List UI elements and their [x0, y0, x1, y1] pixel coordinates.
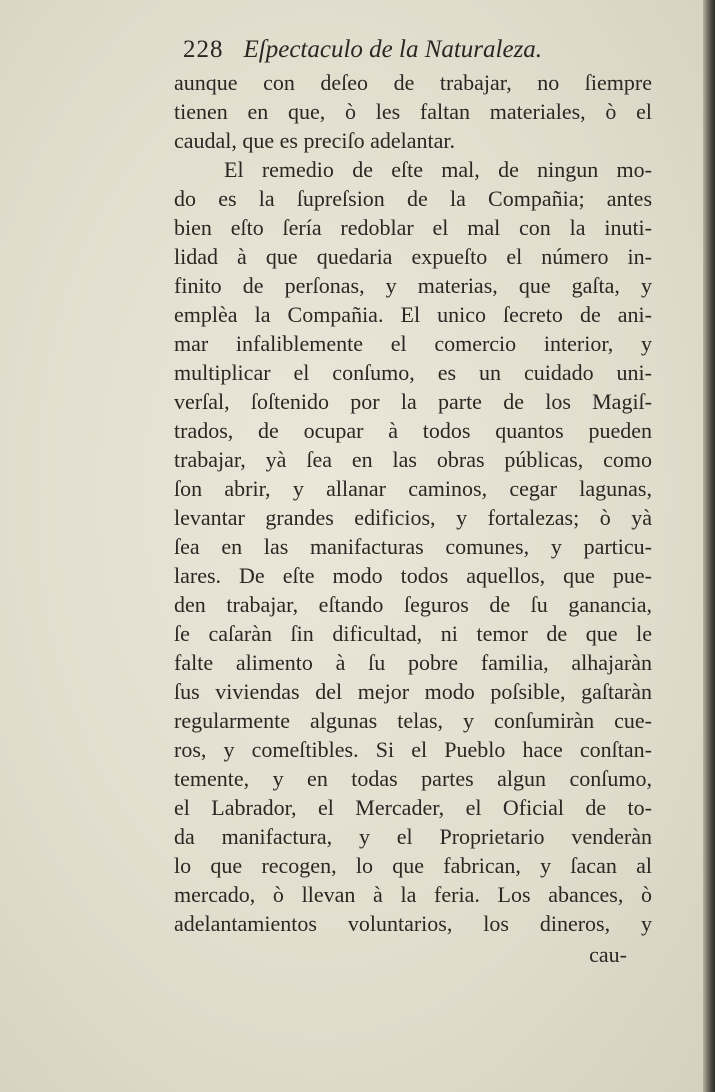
text-line: temente, y en todas partes algun conſumo,	[174, 766, 652, 791]
text-line: lares. De eſte modo todos aquellos, que pue-	[174, 563, 652, 588]
body-text	[174, 68, 652, 938]
page-edge-shadow	[703, 0, 715, 1092]
text-line: da manifactura, y el Proprietario venderàn	[174, 824, 652, 849]
text-line: ſus viviendas del mejor modo poſsible, gaſtaràn	[174, 679, 652, 704]
text-line: mercado, ò llevan à la feria. Los abances, ò	[174, 882, 652, 907]
text-line: aunque con deſeo de trabajar, no ſiempre	[174, 70, 652, 95]
text-line: den trabajar, eſtando ſeguros de ſu ganancia,	[174, 592, 652, 617]
text-line: finito de perſonas, y materias, que gaſta, y	[174, 273, 652, 298]
text-line: caudal, que es preciſo adelantar.	[174, 128, 455, 153]
text-line: tienen en que, ò les faltan materiales, ò el	[174, 99, 652, 124]
text-line: do es la ſupreſsion de la Compañia; antes	[174, 186, 652, 211]
page-number: 228	[183, 36, 224, 63]
text-line: ros, y comeſtibles. Si el Pueblo hace conſtan-	[174, 737, 652, 762]
text-line: regularmente algunas telas, y conſumiràn cue-	[174, 708, 652, 733]
text-line: mar infaliblemente el comercio interior, y	[174, 331, 652, 356]
text-line: multiplicar el conſumo, es un cuidado uni-	[174, 360, 652, 385]
text-line: bien eſto ſería redoblar el mal con la inuti-	[174, 215, 652, 240]
catchword: cau-	[589, 942, 627, 967]
text-line: levantar grandes edificios, y fortalezas; ò yà	[174, 505, 652, 530]
text-line: el Labrador, el Mercader, el Oficial de to-	[174, 795, 652, 820]
text-line: ſe caſaràn ſin dificultad, ni temor de que le	[174, 621, 652, 646]
text-line: El remedio de eſte mal, de ningun mo-	[224, 157, 652, 182]
text-line: ſon abrir, y allanar caminos, cegar lagunas,	[174, 476, 652, 501]
text-line: ſea en las manifacturas comunes, y particu-	[174, 534, 652, 559]
text-line: verſal, ſoſtenido por la parte de los Magiſ-	[174, 389, 652, 414]
text-line: trabajar, yà ſea en las obras públicas, como	[174, 447, 652, 472]
text-line: lo que recogen, lo que fabrican, y ſacan al	[174, 853, 652, 878]
running-title: Eſpectaculo de la Naturaleza.	[243, 36, 543, 63]
text-line: emplèa la Compañia. El unico ſecreto de ani-	[174, 302, 652, 327]
page-header	[183, 36, 653, 70]
text-line: falte alimento à ſu pobre familia, alhajaràn	[174, 650, 652, 675]
text-line: lidad à que quedaria expueſto el número in-	[174, 244, 652, 269]
text-line: adelantamientos voluntarios, los dineros, y	[174, 911, 652, 936]
text-line: trados, de ocupar à todos quantos pueden	[174, 418, 652, 443]
